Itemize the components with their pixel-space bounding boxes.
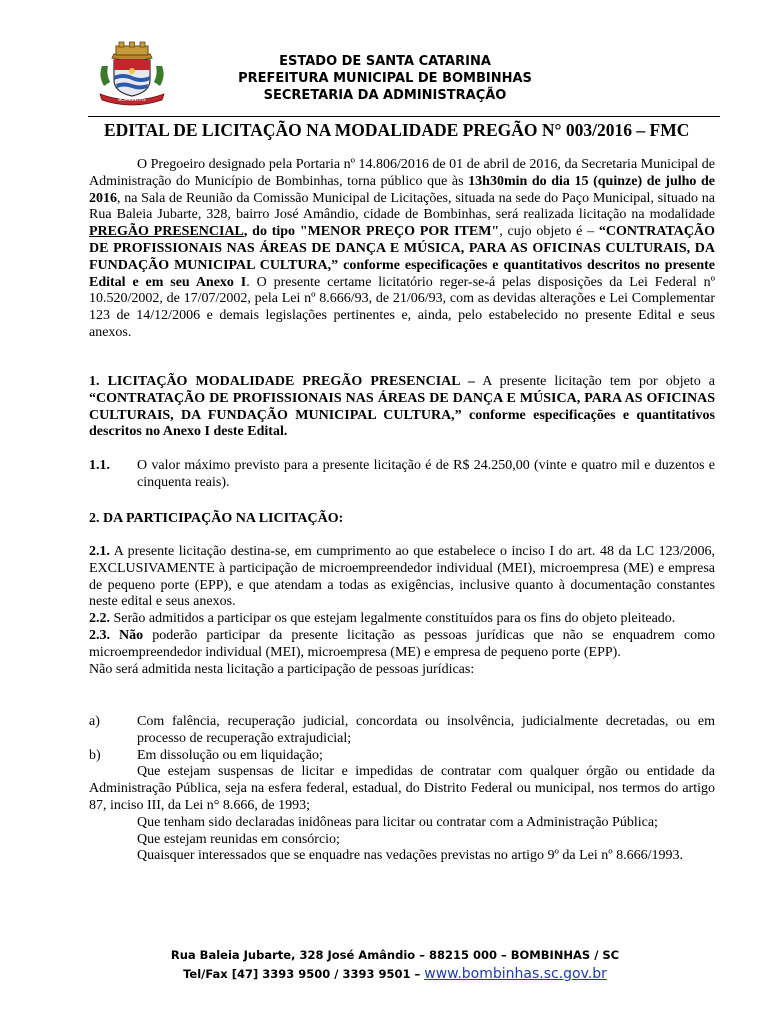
intro-text-1: O Pregoeiro designado pela Portaria nº 14.806/2016 de 01 de abril de 2016, da Secretaria Municipal de Administração do Município de Bombinhas, torna público que às xyxy=(89,157,715,189)
section-2-body xyxy=(89,544,715,678)
list-item-a xyxy=(89,714,715,748)
coat-of-arms-logo xyxy=(92,36,172,106)
section-1-text: A presente licitação tem por objeto a xyxy=(474,374,715,389)
intro-text-6: , cujo objeto é – xyxy=(499,224,599,240)
intro-paragraph xyxy=(89,157,715,342)
item-2-2-text: Serão admitidos a participar os que estejam legalmente constituídos para os fins do objeto pleiteado. xyxy=(110,611,676,627)
item-1-1-text: O valor máximo previsto para a presente licitação é de R$ 24.250,00 (vinte e quatro mil e duzentos e cinquenta reais). xyxy=(137,458,715,490)
list-item-f: Quaisquer interessados que se enquadre nas vedações previstas no artigo 9º da Lei nº 8.666/1993. xyxy=(137,848,683,864)
intro-text-8: . O presente certame licitatório reger-se-á pelas disposições da Lei Federal nº 10.520/2002, de 17/07/2002, pela Lei nº 8.666/93, de 21/06/93, com as devidas alterações e Lei Complementar 123 de 14/12/2006 e demais legislações pertinentes e, ainda, pelo estabelecido no presente Edital e seus anexos. xyxy=(89,274,715,340)
item-2-2-label: 2.2. xyxy=(89,611,110,627)
intro-modality: PREGÃO PRESENCIAL xyxy=(89,224,244,240)
header-divider xyxy=(88,116,720,117)
header-secretariat: SECRETARIA DA ADMINISTRAÇÃO xyxy=(263,88,507,103)
footer-address: Rua Baleia Jubarte, 328 José Amândio – 88215 000 – BOMBINHAS / SC xyxy=(170,948,620,962)
item-1-1-label: 1.1. xyxy=(89,458,110,473)
item-2-1 xyxy=(89,544,715,611)
list-item-b-text: Em dissolução ou em liquidação; xyxy=(137,747,323,763)
intro-text-3: , na Sala de Reunião da Comissão Municipal de Licitações, situada na sede do Paço Municipal, situado na Rua Baleia Jubarte, 328, bairro José Amândio, cidade de Bombinhas, será realizada licitação na modalidade xyxy=(89,190,715,223)
crest-motto: BOMBINHAS xyxy=(118,98,146,103)
item-1-1 xyxy=(89,458,715,492)
footer-contact xyxy=(100,966,690,982)
intro-date: 13h30min do dia 15 (quinze) de julho de 2016 xyxy=(89,173,715,206)
section-2-heading: 2. DA PARTICIPAÇÃO NA LICITAÇÃO: xyxy=(89,511,344,526)
document-title: EDITAL DE LICITAÇÃO NA MODALIDADE PREGÃO N° 003/2016 – FMC xyxy=(104,120,690,140)
list-item-a-text: Com falência, recuperação judicial, concordata ou insolvência, judicialmente decretadas, ou em processo de recuperação extrajudicial; xyxy=(137,714,715,746)
list-item-e: Que estejam reunidas em consórcio; xyxy=(137,831,340,847)
list-item-b-label: b) xyxy=(89,747,101,763)
item-2-3-text: poderão participar da presente licitação as pessoas jurídicas que não se enquadrem como microempreendedor individual (MEI), microempresa (ME) e empresa de pequeno porte (EPP). xyxy=(89,627,715,660)
exclusion-list xyxy=(89,714,715,865)
item-2-3 xyxy=(89,628,715,662)
item-2-4: Não será admitida nesta licitação a participação de pessoas jurídicas: xyxy=(89,661,475,677)
section-1 xyxy=(89,374,715,441)
list-item-b xyxy=(89,748,715,765)
item-2-1-text: A presente licitação destina-se, em cumprimento ao que estabelece o inciso I do art. 48 da LC 123/2006, EXCLUSIVAMENTE à participação de microempreendedor individual (MEI), microempresa (ME) e empresa de pequeno porte (EPP), e que atendam a todas as exigências, inclusive quanto à documentação constantes neste edital e seus anexos. xyxy=(89,544,715,610)
list-item-c: Que estejam suspensas de licitar e impedidas de contratar com qualquer órgão ou entidade da Administração Pública, seja na esfera federal, estadual, do Distrito Federal ou municipal, nos termos do artigo 87, inciso III, da Lei n° 8.666, de 1993; xyxy=(89,764,715,813)
website-link[interactable]: www.bombinhas.sc.gov.br xyxy=(424,966,607,982)
intro-object: “CONTRATAÇÃO DE PROFISSIONAIS NAS ÁREAS DE DANÇA E MÚSICA, PARA AS OFICINAS CULTURAIS, DA FUNDAÇÃO MUNICIPAL CULTURA,” conforme especificações e quantitativos descritos no presente Edital e em seu Anexo I xyxy=(89,224,716,290)
list-item-a-label: a) xyxy=(89,714,100,729)
item-2-2 xyxy=(89,611,715,628)
item-2-1-label: 2.1. xyxy=(89,544,110,559)
intro-type: , do tipo "MENOR PREÇO POR ITEM" xyxy=(243,224,500,240)
footer-phone: Tel/Fax [47] 3393 9500 / 3393 9501 – xyxy=(183,967,425,981)
list-item-d: Que tenham sido declaradas inidôneas para licitar ou contratar com a Administração Pública; xyxy=(137,814,658,830)
item-2-3-label: 2.3. Não xyxy=(89,627,144,643)
section-1-heading: 1. LICITAÇÃO MODALIDADE PREGÃO PRESENCIAL – xyxy=(89,374,475,389)
header-prefecture: PREFEITURA MUNICIPAL DE BOMBINHAS xyxy=(238,71,532,86)
section-1-object: “CONTRATAÇÃO DE PROFISSIONAIS NAS ÁREAS DE DANÇA E MÚSICA, PARA AS OFICINAS CULTURAIS, DA FUNDAÇÃO MUNICIPAL CULTURA,” conforme especificações e quantitativos descritos no Anexo I deste Edital. xyxy=(89,390,715,440)
header-state: ESTADO DE SANTA CATARINA xyxy=(279,54,491,69)
